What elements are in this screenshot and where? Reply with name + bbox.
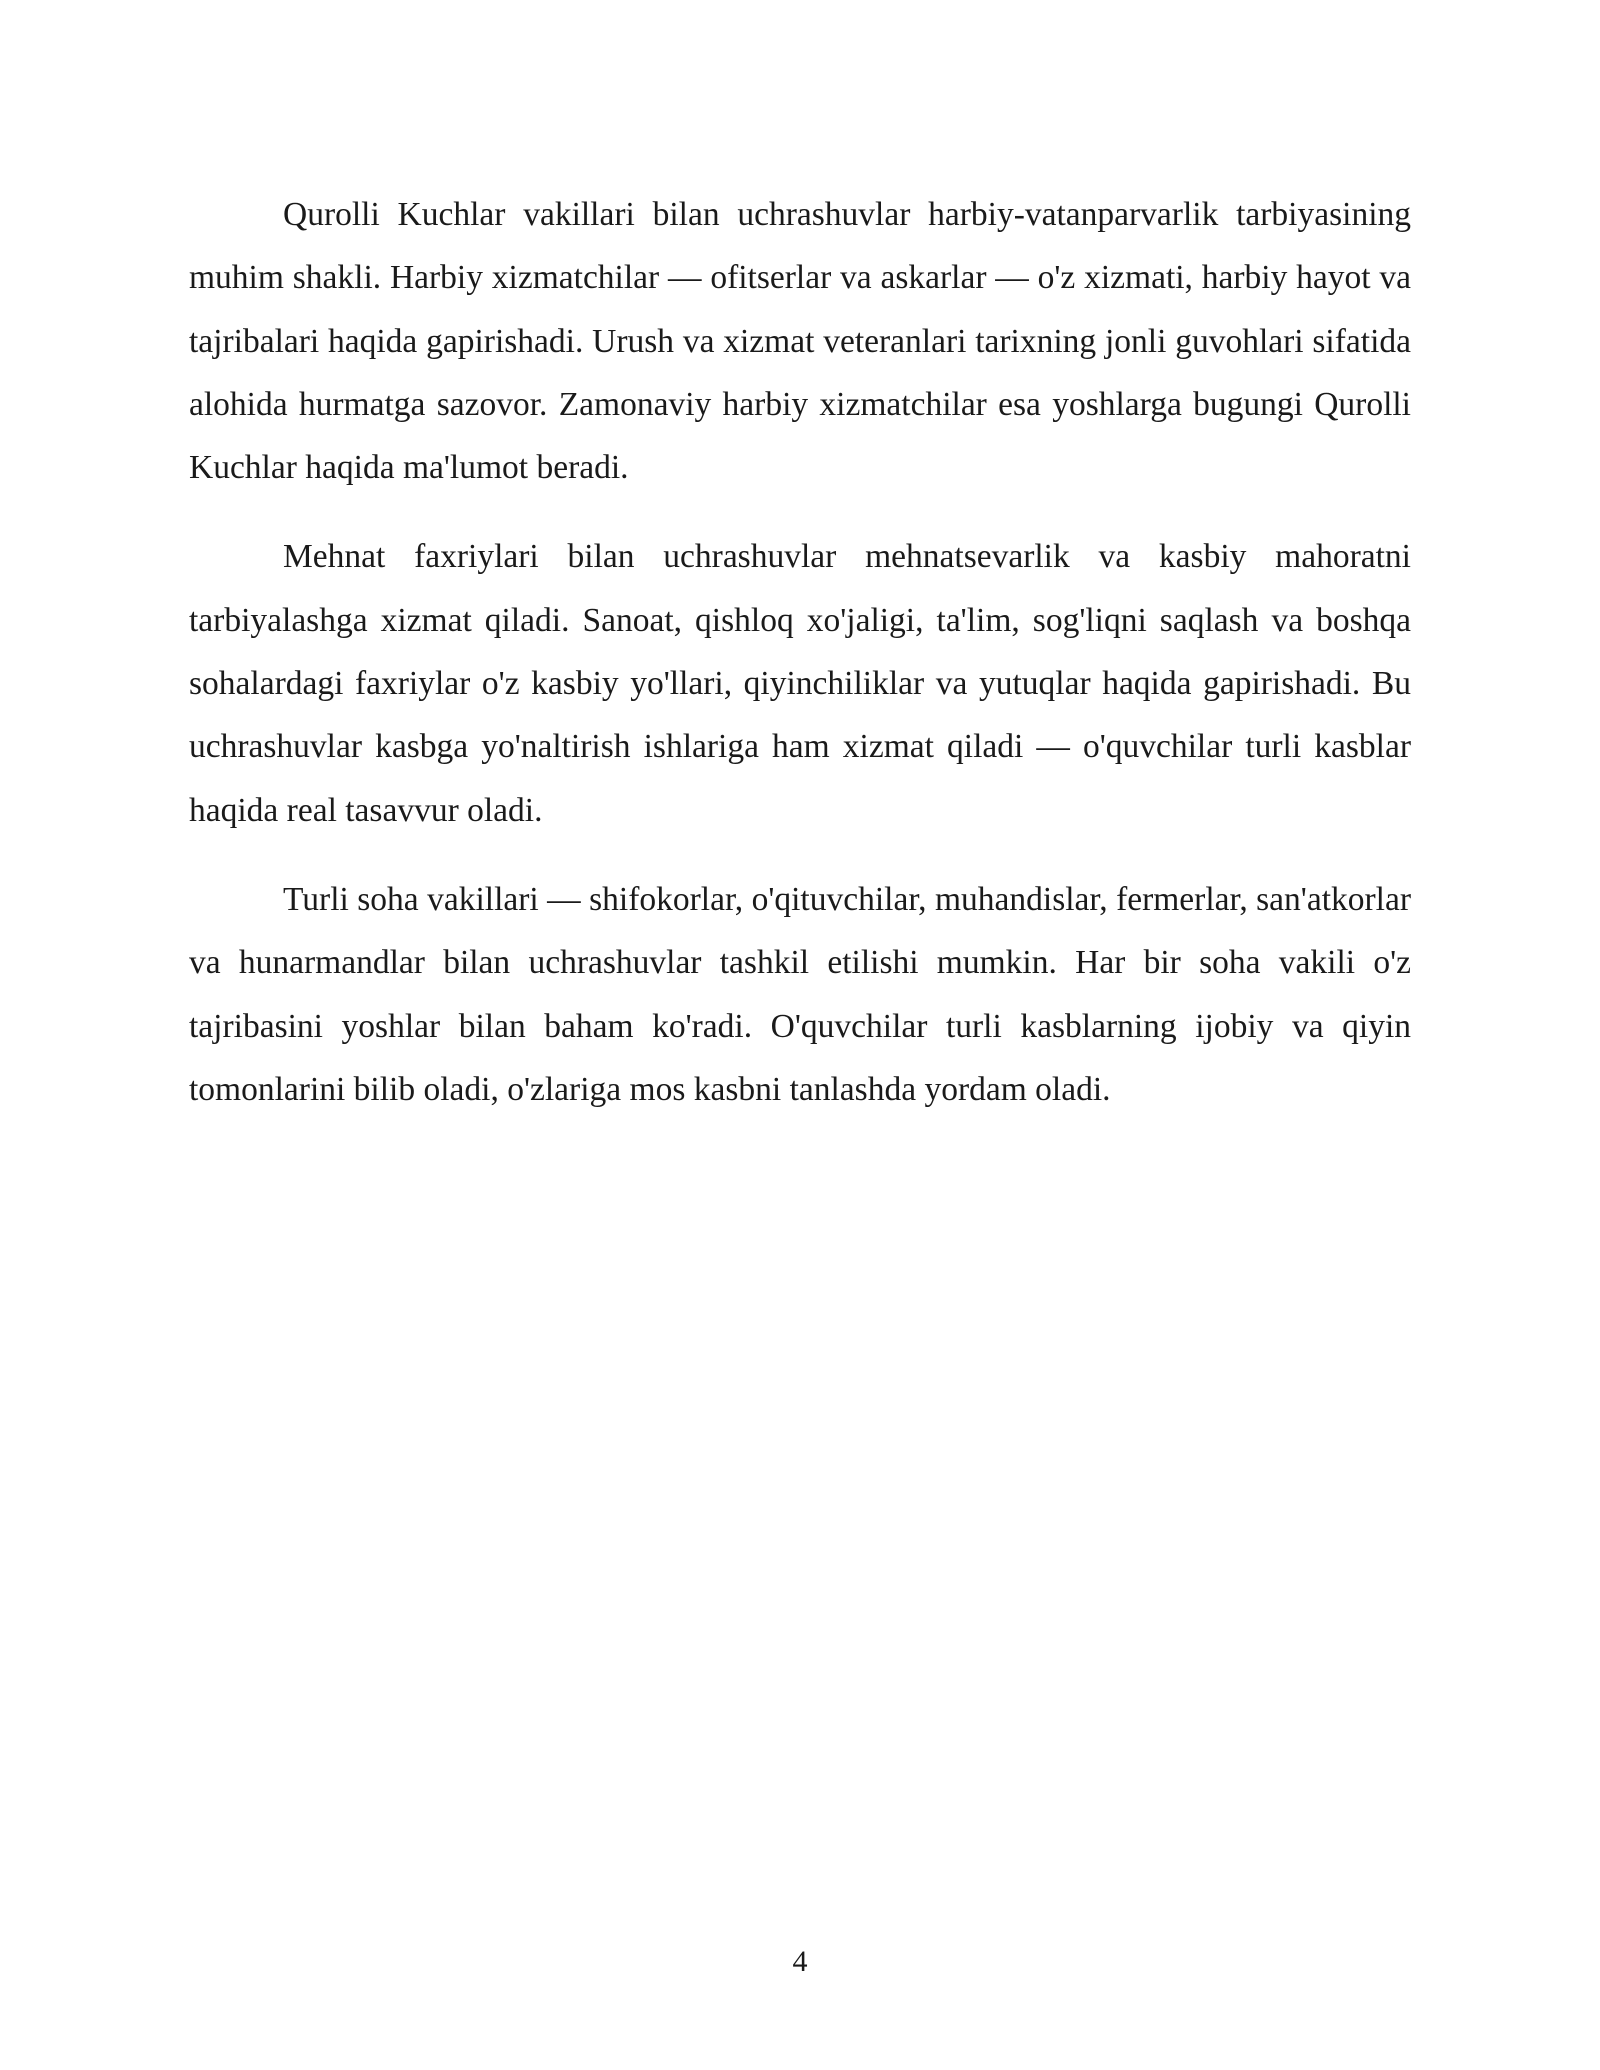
page-number: 4 — [792, 1945, 808, 1978]
body-text — [189, 183, 1411, 1147]
paragraph-1: Qurolli Kuchlar vakillari bilan uchrashuvlar harbiy-vatanparvarlik tarbiyasining muhim shakli. Harbiy xizmatchilar — ofitserlar va askarlar — o'z xizmati, harbiy hayot va tajribalari haqida gapirishadi. Urush va xizmat veteranlari tarixning jonli guvohlari sifatida alohida hurmatga sazovor. Zamonaviy harbiy xizmatchilar esa yoshlarga bugungi Qurolli Kuchlar haqida ma'lumot beradi. — [189, 196, 1411, 487]
paragraph-2: Mehnat faxriylari bilan uchrashuvlar mehnatsevarlik va kasbiy mahoratni tarbiyalashga xizmat qiladi. Sanoat, qishloq xo'jaligi, ta'lim, sog'liqni saqlash va boshqa sohalardagi faxriylar o'z kasbiy yo'llari, qiyinchiliklar va yutuqlar haqida gapirishadi. Bu uchrashuvlar kasbga yo'naltirish ishlariga ham xizmat qiladi — o'quvchilar turli kasblar haqida real tasavvur oladi. — [189, 538, 1411, 829]
paragraph-3: Turli soha vakillari — shifokorlar, o'qituvchilar, muhandislar, fermerlar, san'atkorlar va hunarmandlar bilan uchrashuvlar tashkil etilishi mumkin. Har bir soha vakili o'z tajribasini yoshlar bilan baham ko'radi. O'quvchilar turli kasblarning ijobiy va qiyin tomonlarini bilib oladi, o'zlariga mos kasbni tanlashda yordam oladi. — [189, 880, 1411, 1108]
